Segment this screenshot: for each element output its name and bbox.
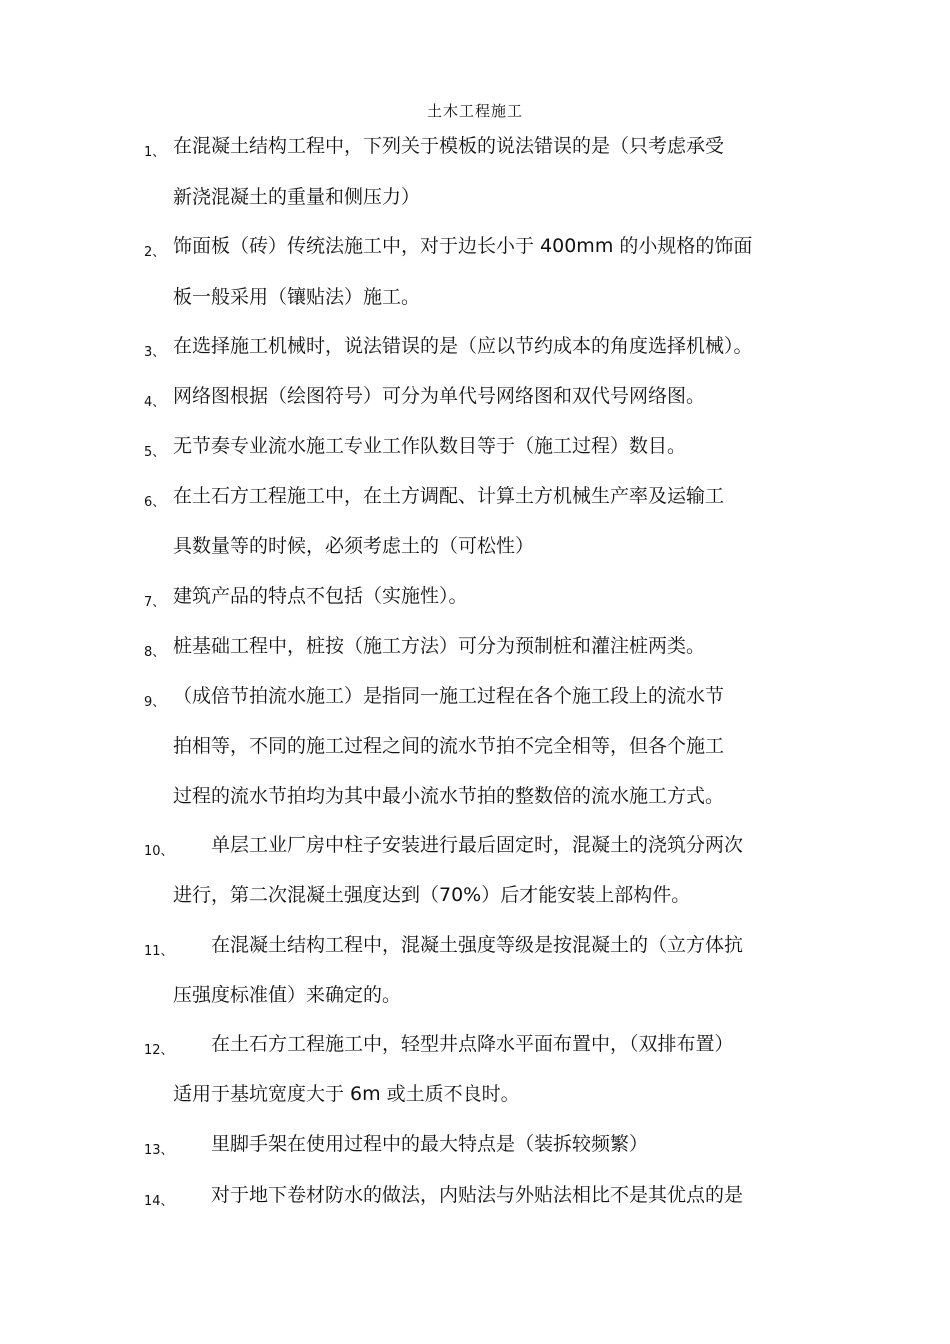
- item-text-line: 在土石方工程施工中，在土方调配、计算土方机械生产率及运输工: [173, 485, 725, 507]
- item-text-line: 压强度标准值）来确定的。: [173, 984, 402, 1006]
- item-text-line: 在选择施工机械时，说法错误的是（应以节约成本的角度选择机械）。: [173, 335, 753, 357]
- item-number: 2、: [144, 245, 166, 260]
- item-text-line: 建筑产品的特点不包括（实施性）。: [173, 585, 468, 607]
- item-text-line: （成倍节拍流水施工）是指同一施工过程在各个施工段上的流水节: [173, 685, 725, 707]
- item-text-line: 网络图根据（绘图符号）可分为单代号网络图和双代号网络图。: [173, 385, 706, 407]
- item-text-line: 拍相等，不同的施工过程之间的流水节拍不完全相等，但各个施工: [173, 735, 725, 757]
- item-text-line: 饰面板（砖）传统法施工中，对于边长小于 400mm 的小规格的饰面: [173, 235, 753, 257]
- document-title: 土木工程施工: [426, 102, 523, 120]
- item-number: 3、: [144, 345, 166, 360]
- item-number: 5、: [144, 445, 166, 460]
- item-text-line: 无节奏专业流水施工专业工作队数目等于（施工过程）数目。: [173, 435, 687, 457]
- item-text-line: 适用于基坑宽度大于 6m 或土质不良时。: [173, 1083, 520, 1105]
- item-number: 9、: [144, 695, 166, 710]
- item-text-line: 里脚手架在使用过程中的最大特点是（装拆较频繁）: [211, 1133, 649, 1155]
- item-number: 8、: [144, 645, 166, 660]
- item-number: 4、: [144, 395, 166, 410]
- item-text-line: 板一般采用（镶贴法）施工。: [173, 286, 421, 308]
- item-number: 12、: [144, 1043, 174, 1058]
- item-number: 6、: [144, 495, 166, 510]
- item-text-line: 在混凝土结构工程中，混凝土强度等级是按混凝土的（立方体抗: [211, 934, 744, 956]
- item-text-line: 在土石方工程施工中，轻型井点降水平面布置中，（双排布置）: [211, 1033, 734, 1055]
- item-text-line: 过程的流水节拍均为其中最小流水节拍的整数倍的流水施工方式。: [173, 785, 725, 807]
- item-text-line: 单层工业厂房中柱子安装进行最后固定时，混凝土的浇筑分两次: [211, 834, 744, 856]
- item-text-line: 进行，第二次混凝土强度达到（70%）后才能安装上部构件。: [173, 884, 691, 906]
- item-text-line: 具数量等的时候，必须考虑土的（可松性）: [173, 535, 535, 557]
- item-number: 10、: [144, 844, 174, 859]
- item-text-line: 桩基础工程中，桩按（施工方法）可分为预制桩和灌注桩两类。: [173, 635, 706, 657]
- item-text-line: 新浇混凝土的重量和侧压力）: [173, 186, 421, 208]
- item-text-line: 对于地下卷材防水的做法，内贴法与外贴法相比不是其优点的是: [211, 1184, 744, 1206]
- item-number: 7、: [144, 595, 166, 610]
- item-number: 1、: [144, 145, 166, 160]
- item-text-line: 在混凝土结构工程中，下列关于模板的说法错误的是（只考虑承受: [173, 135, 725, 157]
- item-number: 11、: [144, 944, 174, 959]
- item-number: 13、: [144, 1143, 174, 1158]
- item-number: 14、: [144, 1194, 174, 1209]
